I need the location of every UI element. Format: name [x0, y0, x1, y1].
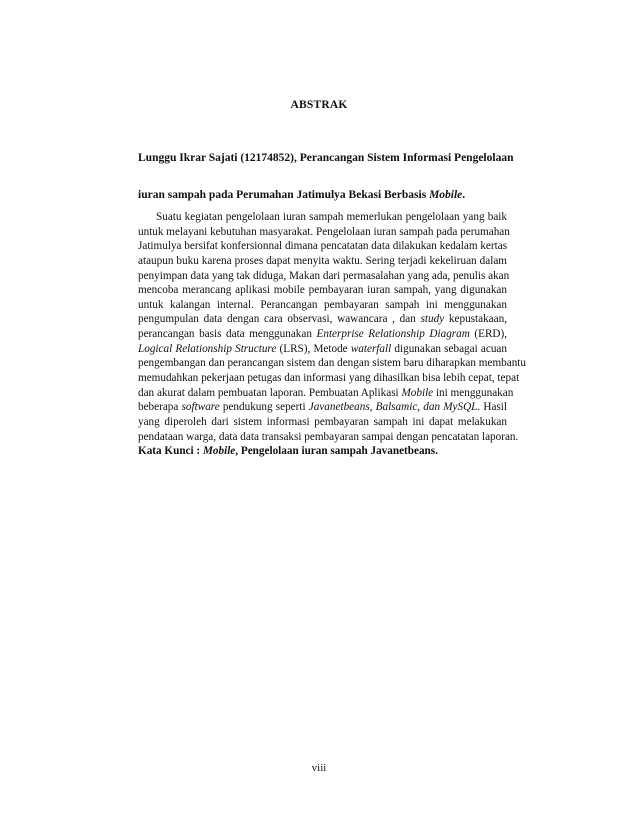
italic-term: Mobile: [401, 386, 434, 399]
line-text: Jatimulya bersifat konfersionnal dimana pencatatan data dilakukan kedalam kertas: [138, 240, 508, 253]
italic-term: study: [420, 313, 445, 326]
author-title-line-1: Lunggu Ikrar Sajati (12174852), Perancangan Sistem Informasi Pengelolaan: [138, 152, 514, 164]
line-text: pengumpulan data dengan cara observasi, wawancara , dan: [138, 313, 421, 326]
abstract-line: [138, 430, 519, 445]
italic-term: waterfall: [350, 342, 392, 355]
line-text: perancangan basis data menggunakan: [138, 328, 317, 341]
abstract-paragraph: [138, 210, 527, 444]
line-text: yang diperoleh dari sistem informasi pembayaran sampah ini dapat melakukan: [138, 415, 507, 428]
abstract-line: [138, 312, 507, 327]
abstract-line: [138, 327, 507, 342]
line-text: untuk melayani kebutuhan masyarakat. Pengelolaan iuran sampah pada perumahan: [138, 225, 510, 238]
line-text: pendataan warga, data data transaksi pembayaran sampai dengan pencatatan laporan.: [138, 430, 519, 443]
title-text: iuran sampah pada Perumahan Jatimulya Bekasi Berbasis: [138, 189, 430, 201]
keywords-line: [138, 444, 507, 459]
author-title-line-2: [138, 189, 507, 201]
keywords-label: Kata Kunci :: [138, 445, 203, 458]
line-text: mencoba merancang aplikasi mobile pembayaran iuran sampah, yang digunakan: [138, 284, 507, 297]
line-text: ini menggunakan: [433, 386, 514, 399]
italic-term: Enterprise Relationship Diagram: [316, 328, 470, 341]
title-end: .: [462, 189, 466, 201]
line-text: kepustakaan,: [444, 313, 508, 326]
line-text: dan akurat dalam pembuatan laporan. Pembuatan Aplikasi: [138, 386, 402, 399]
abstract-line: [138, 254, 507, 269]
italic-term: Logical Relationship Structure: [138, 342, 277, 355]
page-number: viii: [311, 762, 327, 774]
abstract-line: [138, 371, 520, 386]
abstract-line: [138, 386, 514, 401]
page-title: ABSTRAK: [290, 99, 348, 111]
abstract-line: [138, 342, 507, 357]
title-italic: Mobile: [429, 189, 463, 201]
line-text: (ERD),: [469, 328, 508, 341]
line-text: untuk kalangan internal. Perancangan pembayaran sampah ini menggunakan: [138, 298, 507, 311]
abstract-line: [138, 283, 507, 298]
line-text: . Hasil: [477, 401, 507, 414]
line-text: ataupun buku karena proses dapat menyita waktu. Sering terjadi kekeliruan dalam: [138, 254, 507, 267]
abstract-body: [138, 210, 527, 459]
abstract-line: [138, 298, 507, 313]
line-text: pendukung seperti: [219, 401, 309, 414]
abstract-line: [138, 225, 510, 240]
abstract-line: [138, 239, 507, 254]
abstract-line: [138, 356, 527, 371]
line-text: penyimpan data yang tak diduga, Makan dari permasalahan yang ada, penulis akan: [138, 269, 510, 282]
line-text: beberapa: [138, 401, 182, 414]
abstract-line: [138, 415, 507, 430]
abstract-line: [138, 210, 507, 225]
line-text: Suatu kegiatan pengelolaan iuran sampah memerlukan pengelolaan yang baik: [156, 211, 507, 223]
line-text: memudahkan pekerjaan petugas dan informasi yang dihasilkan bisa lebih cepat, tepat: [138, 372, 520, 385]
abstract-line: [138, 400, 507, 415]
keywords-italic: Mobile: [202, 445, 236, 458]
abstract-line: [138, 269, 510, 284]
italic-term: software: [181, 401, 220, 414]
line-text: digunakan sebagai acuan: [391, 342, 507, 355]
italic-term: Javanetbeans, Balsamic, dan MySQL: [308, 401, 478, 414]
keywords-rest: , Pengelolaan iuran sampah Javanetbeans.: [235, 445, 438, 458]
line-text: pengembangan dan perancangan sistem dan dengan sistem baru diharapkan membantu: [138, 357, 527, 370]
line-text: (LRS), Metode: [276, 342, 351, 355]
